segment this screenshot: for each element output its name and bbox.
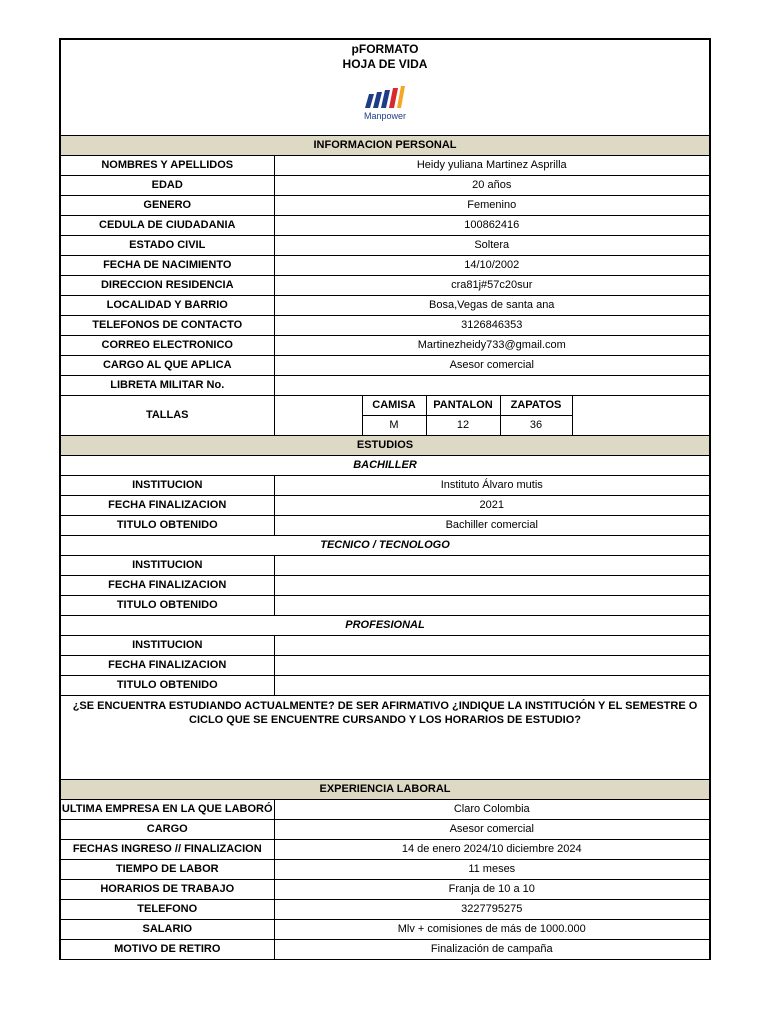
tallas-label: TALLAS [60,396,274,436]
profesional-institucion-value [274,636,710,656]
row-edad [60,176,710,196]
section-studies: ESTUDIOS [60,436,710,456]
profesional-titulo-value [274,676,710,696]
tecnico-institucion-label: INSTITUCION [60,556,274,576]
empresa-label: ULTIMA EMPRESA EN LA QUE LABORÓ [60,800,274,820]
profesional-title: PROFESIONAL [60,616,710,636]
telefonos-label: TELEFONOS DE CONTACTO [60,316,274,336]
tecnico-fecha-label: FECHA FINALIZACION [60,576,274,596]
localidad-label: LOCALIDAD Y BARRIO [60,296,274,316]
profesional-titulo-label: TITULO OBTENIDO [60,676,274,696]
genero-label: GENERO [60,196,274,216]
estado-civil-label: ESTADO CIVIL [60,236,274,256]
cedula-value: 100862416 [274,216,710,236]
direccion-label: DIRECCION RESIDENCIA [60,276,274,296]
row-cargo [60,820,710,840]
zapatos-value: 36 [500,416,572,436]
row-bachiller-institucion [60,476,710,496]
manpower-logo [355,84,415,124]
fechas-value: 14 de enero 2024/10 diciembre 2024 [274,840,710,860]
cv-form [59,38,709,960]
bachiller-institucion-value: Instituto Álvaro mutis [274,476,710,496]
zapatos-label: ZAPATOS [500,396,572,416]
edad-label: EDAD [60,176,274,196]
correo-value: Martinezheidy733@gmail.com [274,336,710,356]
profesional-institucion-label: INSTITUCION [60,636,274,656]
tecnico-institucion-value [274,556,710,576]
pantalon-value: 12 [426,416,500,436]
row-bachiller-titulo [60,516,710,536]
tecnico-title: TECNICO / TECNOLOGO [60,536,710,556]
row-empresa [60,800,710,820]
row-horarios [60,880,710,900]
tecnico-titulo-label: TITULO OBTENIDO [60,596,274,616]
row-nombres [60,156,710,176]
tecnico-titulo-value [274,596,710,616]
libreta-value [274,376,710,396]
correo-label: CORREO ELECTRONICO [60,336,274,356]
section-personal: INFORMACION PERSONAL [60,136,710,156]
form-subtitle: HOJA DE VIDA [342,57,428,71]
nombres-label: NOMBRES Y APELLIDOS [60,156,274,176]
motivo-value: Finalización de campaña [274,940,710,960]
edad-value: 20 años [274,176,710,196]
row-genero [60,196,710,216]
row-localidad [60,296,710,316]
telefono-label: TELEFONO [60,900,274,920]
bachiller-fecha-label: FECHA FINALIZACION [60,496,274,516]
row-salario [60,920,710,940]
camisa-value: M [362,416,426,436]
profesional-fecha-value [274,656,710,676]
cv-table [59,38,711,960]
row-profesional-institucion [60,636,710,656]
row-telefono [60,900,710,920]
row-bachiller-fecha [60,496,710,516]
localidad-value: Bosa,Vegas de santa ana [274,296,710,316]
salario-value: Mlv + comisiones de más de 1000.000 [274,920,710,940]
manpower-logo-icon [361,84,409,110]
row-correo [60,336,710,356]
pantalon-label: PANTALON [426,396,500,416]
bachiller-titulo-label: TITULO OBTENIDO [60,516,274,536]
row-estado-civil [60,236,710,256]
fechas-label: FECHAS INGRESO // FINALIZACION [60,840,274,860]
tiempo-label: TIEMPO DE LABOR [60,860,274,880]
camisa-label: CAMISA [362,396,426,416]
motivo-label: MOTIVO DE RETIRO [60,940,274,960]
cargo-aplica-value: Asesor comercial [274,356,710,376]
bachiller-titulo-value: Bachiller comercial [274,516,710,536]
profesional-fecha-label: FECHA FINALIZACION [60,656,274,676]
row-tecnico-institucion [60,556,710,576]
horarios-value: Franja de 10 a 10 [274,880,710,900]
tiempo-value: 11 meses [274,860,710,880]
row-direccion [60,276,710,296]
salario-label: SALARIO [60,920,274,940]
cargo-label: CARGO [60,820,274,840]
row-tallas-head [60,396,710,416]
row-tecnico-titulo [60,596,710,616]
row-fechas [60,840,710,860]
fecha-nacimiento-label: FECHA DE NACIMIENTO [60,256,274,276]
row-profesional-titulo [60,676,710,696]
telefono-value: 3227795275 [274,900,710,920]
row-tiempo [60,860,710,880]
row-telefonos [60,316,710,336]
cargo-aplica-label: CARGO AL QUE APLICA [60,356,274,376]
tallas-spacer [274,396,362,436]
row-cedula [60,216,710,236]
direccion-value: cra81j#57c20sur [274,276,710,296]
row-cargo-aplica [60,356,710,376]
cargo-value: Asesor comercial [274,820,710,840]
section-work: EXPERIENCIA LABORAL [60,780,710,800]
nombres-value: Heidy yuliana Martinez Asprilla [274,156,710,176]
libreta-label: LIBRETA MILITAR No. [60,376,274,396]
form-header [60,39,710,136]
estado-civil-value: Soltera [274,236,710,256]
row-motivo [60,940,710,960]
horarios-label: HORARIOS DE TRABAJO [60,880,274,900]
studying-question: ¿SE ENCUENTRA ESTUDIANDO ACTUALMENTE? DE SER AFIRMATIVO ¿INDIQUE LA INSTITUCIÓN Y EL SEMESTRE O CICLO QUE SE ENCUENTRE CURSANDO Y LOS HORARIOS DE ESTUDIO? [60,696,710,780]
empresa-value: Claro Colombia [274,800,710,820]
row-profesional-fecha [60,656,710,676]
fecha-nacimiento-value: 14/10/2002 [274,256,710,276]
row-tecnico-fecha [60,576,710,596]
cedula-label: CEDULA DE CIUDADANIA [60,216,274,236]
bachiller-fecha-value: 2021 [274,496,710,516]
genero-value: Femenino [274,196,710,216]
tecnico-fecha-value [274,576,710,596]
logo-text: Manpower [363,111,407,121]
bachiller-title: BACHILLER [60,456,710,476]
form-title: pFORMATO [351,42,419,56]
row-libreta [60,376,710,396]
tallas-trailing [572,396,710,436]
bachiller-institucion-label: INSTITUCION [60,476,274,496]
telefonos-value: 3126846353 [274,316,710,336]
row-fecha-nacimiento [60,256,710,276]
